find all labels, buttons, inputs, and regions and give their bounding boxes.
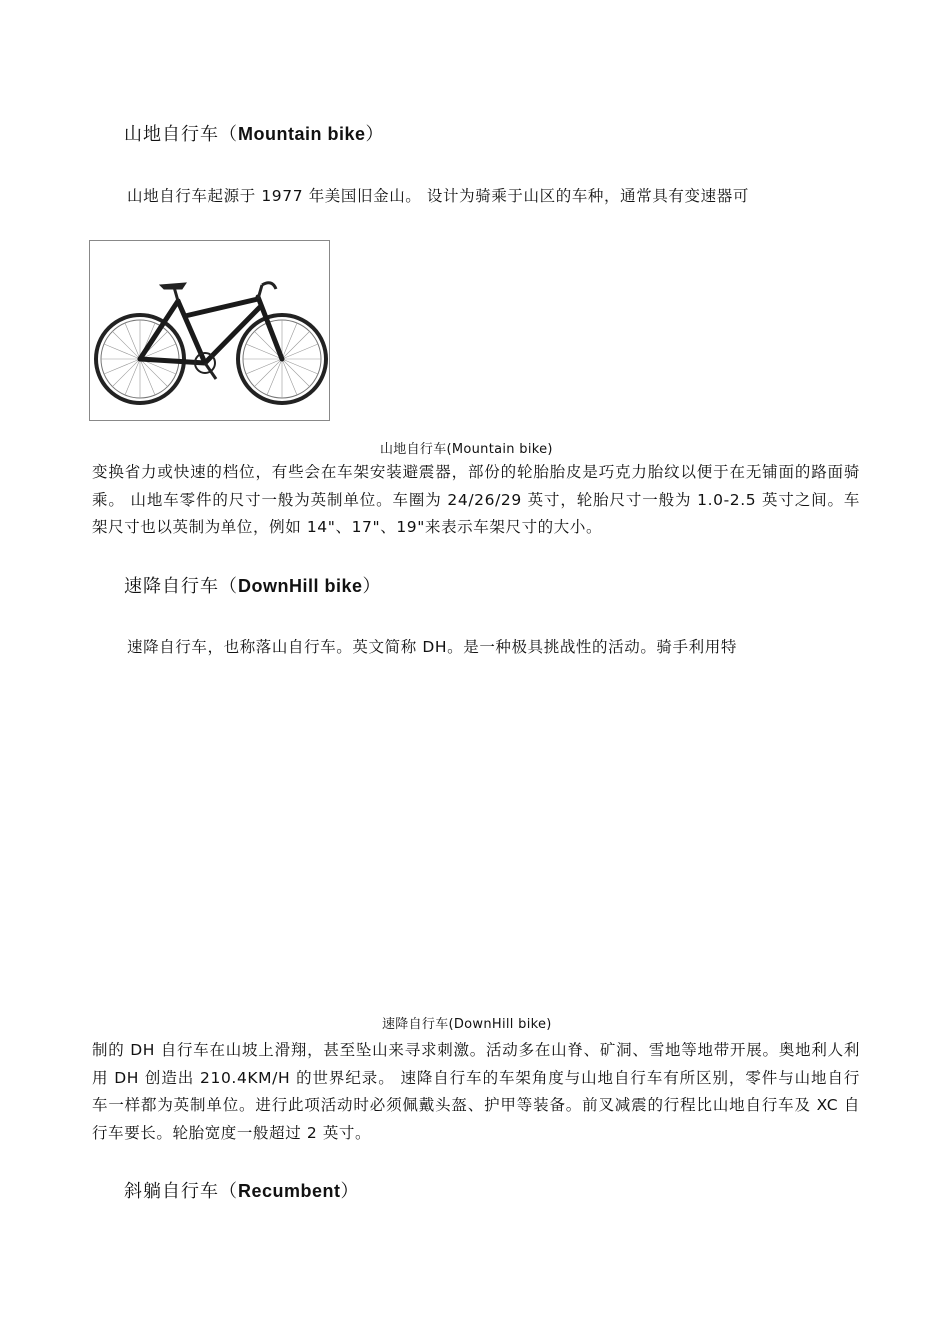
heading-bracket-close: ） — [362, 576, 382, 597]
figure-caption: 山地自行车(Mountain bike) — [380, 442, 553, 457]
lead-paragraph: 速降自行车，也称落山自行车。英文简称 DH。是一种极具挑战性的活动。骑手利用特 — [127, 638, 737, 656]
section-heading-mountain-bike — [124, 120, 385, 146]
lead-paragraph: 山地自行车起源于 1977 年美国旧金山。 设计为骑乘于山区的车种，通常具有变速器可 — [127, 187, 749, 205]
heading-en: Recumbent — [238, 1181, 341, 1201]
section-heading-recumbent — [124, 1177, 360, 1203]
body-paragraph: 变换省力或快速的档位，有些会在车架安装避震器，部份的轮胎胎皮是巧克力胎纹以便于在无铺面的路面骑乘。 山地车零件的尺寸一般为英制单位。车圈为 24/26/29 英寸，轮胎尺寸一般为 1.0-2.5 英寸之间。车架尺寸也以英制为单位，例如 14"、17"、19"来表示车架尺寸的大小。 — [92, 463, 860, 536]
heading-cn: 山地自行车 — [124, 124, 219, 145]
mountain-bike-image — [89, 240, 330, 421]
heading-en: DownHill bike — [238, 576, 363, 596]
heading-cn: 斜躺自行车 — [124, 1181, 219, 1202]
heading-bracket-open: （ — [219, 576, 238, 597]
section-heading-downhill-bike — [124, 572, 382, 598]
bicycle-illustration — [90, 241, 329, 420]
heading-bracket-open: （ — [219, 124, 238, 145]
heading-en: Mountain bike — [238, 124, 366, 144]
heading-bracket-close: ） — [340, 1181, 360, 1202]
heading-bracket-close: ） — [365, 124, 385, 145]
body-paragraph: 制的 DH 自行车在山坡上滑翔，甚至坠山来寻求刺激。活动多在山脊、矿洞、雪地等地带开展。奥地利人利用 DH 创造出 210.4KM/H 的世界纪录。 速降自行车的车架角度与山地自行车有所区别，零件与山地自行车一样都为英制单位。进行此项活动时必须佩戴头盔、护甲等装备。前叉减震的行程比山地自行车及 XC 自行车要长。轮胎宽度一般超过 2 英寸。 — [92, 1041, 860, 1142]
heading-bracket-open: （ — [219, 1181, 238, 1202]
heading-cn: 速降自行车 — [124, 576, 219, 597]
figure-caption: 速降自行车(DownHill bike) — [382, 1017, 552, 1032]
